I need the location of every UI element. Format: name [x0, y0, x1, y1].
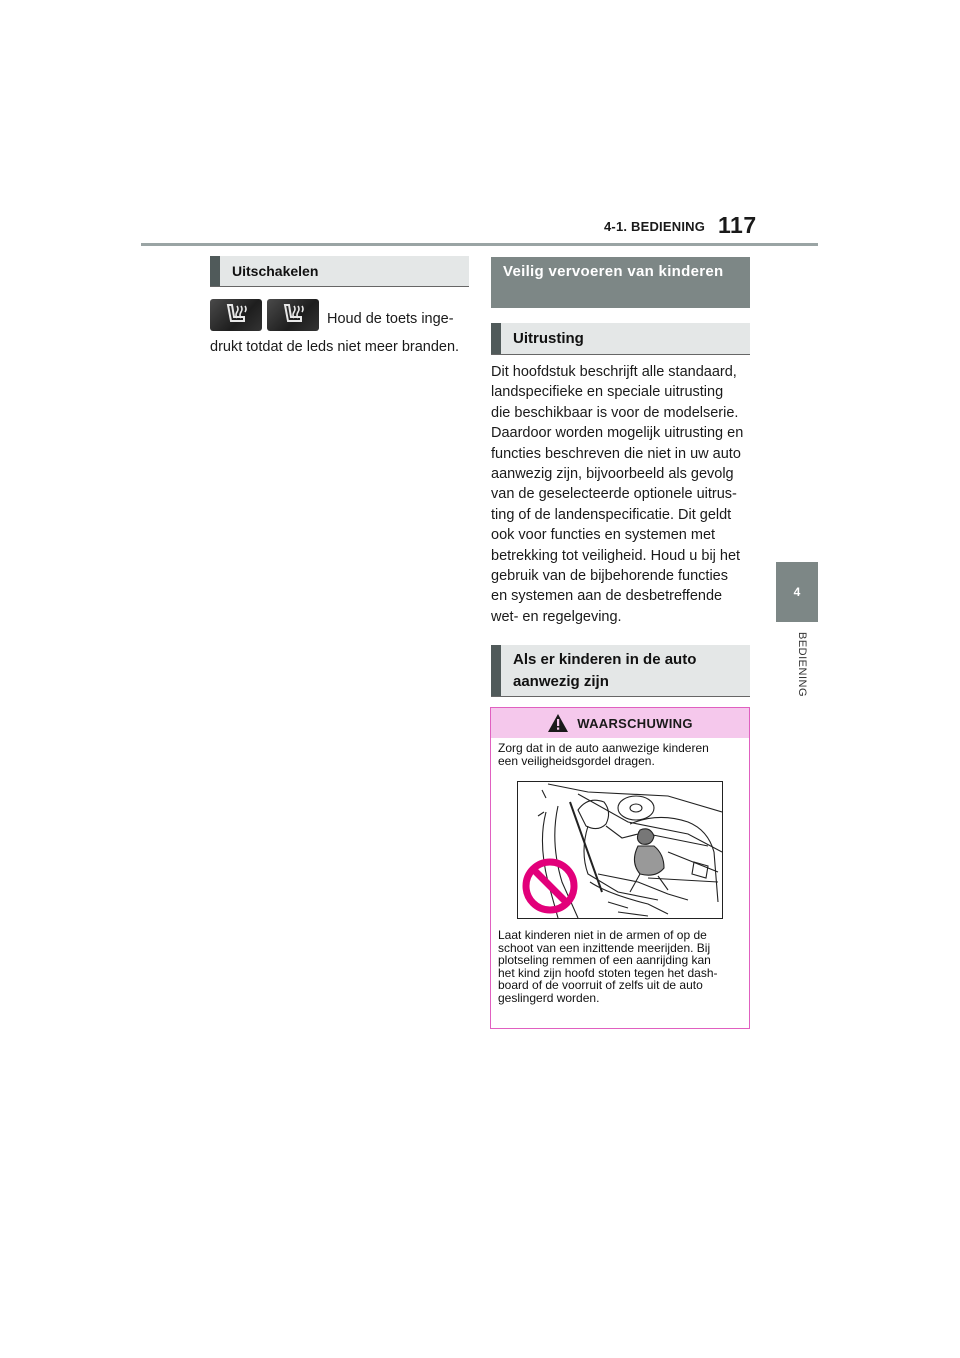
seat-heater-button-icon: [210, 299, 262, 331]
heading-uitschakelen: [210, 256, 469, 287]
child-on-lap-illustration: [517, 781, 723, 919]
warning-header: [491, 708, 749, 738]
paragraph-line: aanwezig zijn, bijvoorbeeld als gevolg: [491, 466, 734, 483]
paragraph-line: Daardoor worden mogelijk uitrusting en: [491, 425, 744, 442]
heading-marker: [491, 645, 501, 696]
section-heading-veilig: Veilig vervoeren van kinderen: [491, 257, 750, 308]
header-rule: [141, 243, 818, 246]
instruction-line-2: drukt totdat de leds niet meer branden.: [210, 339, 460, 355]
heading-uitschakelen-text: Uitschakelen: [232, 263, 319, 279]
paragraph-line: betrekking tot veiligheid. Houd u bij het: [491, 547, 741, 564]
paragraph-line: ook voor functies en systemen met: [491, 527, 716, 544]
subheading-kinderen: [491, 645, 750, 697]
subheading-uitrusting: [491, 323, 750, 355]
paragraph-line: ting of de landenspecificatie. Dit geldt: [491, 506, 732, 523]
warning-title: WAARSCHUWING: [577, 715, 693, 731]
heading-marker: [491, 323, 501, 354]
instruction-line-1: Houd de toets inge-: [327, 311, 454, 327]
chapter-label: BEDIENING: [796, 632, 808, 698]
paragraph-line: van de geselecteerde optionele uitrus-: [491, 486, 737, 503]
paragraph-line: die beschikbaar is voor de modelserie.: [491, 404, 739, 421]
running-header-section: 4-1. BEDIENING: [604, 219, 706, 234]
paragraph-line: en systemen aan de desbetreffende: [491, 588, 723, 605]
uitrusting-paragraph: [491, 362, 751, 627]
warning-triangle-icon: [547, 713, 569, 733]
chapter-tab[interactable]: 4: [776, 562, 818, 622]
warning-box: [490, 707, 750, 1029]
paragraph-line: wet- en regelgeving.: [491, 608, 622, 625]
subheading-kinderen-text: Als er kinderen in de auto aanwezig zijn: [513, 650, 697, 690]
seat-heater-right-button-icon: [267, 299, 319, 331]
paragraph-line: Dit hoofdstuk beschrijft alle standaard,: [491, 364, 737, 380]
page-number: 117: [718, 212, 757, 238]
prohibition-icon: [526, 862, 574, 910]
subheading-uitrusting-text: Uitrusting: [513, 330, 584, 347]
paragraph-line: landspecifieke en speciale uitrusting: [491, 384, 724, 401]
warning-text-1: Zorg dat in de auto aanwezige kinderen een veiligheidsgordel dragen.: [498, 741, 709, 768]
car-interior-drawing: [518, 782, 722, 918]
warning-text-2: Laat kinderen niet in de armen of op de schoot van een inzittende meerijden. Bij plotseling remmen of een aanrijding kan het kind zijn hoofd stoten tegen het dash- board of de voorruit of zelfs uit de auto geslingerd worden.: [498, 928, 718, 1005]
paragraph-line: gebruik van de bijbehorende functies: [491, 568, 728, 585]
heading-marker: [210, 256, 220, 286]
paragraph-line: functies beschreven die niet in uw auto: [491, 445, 741, 462]
